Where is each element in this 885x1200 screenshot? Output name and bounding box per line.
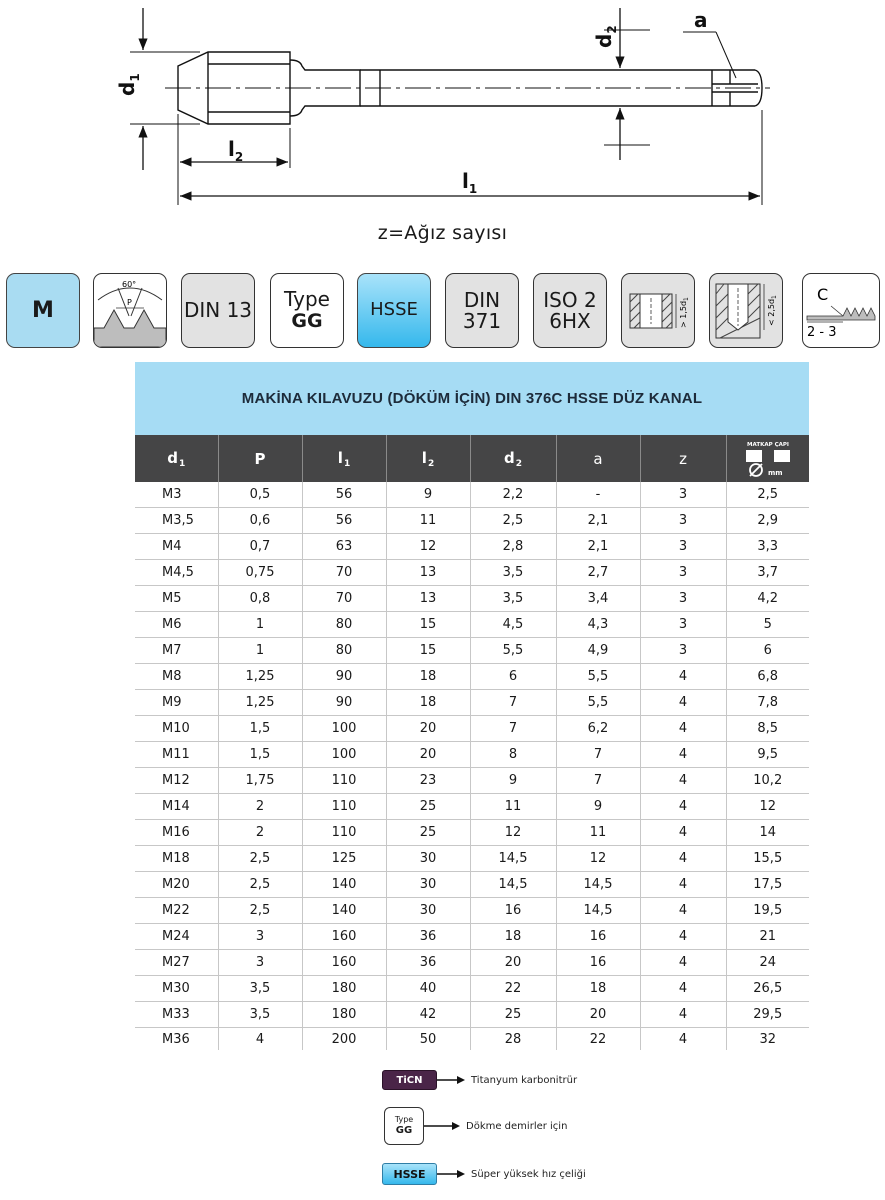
cell-d1: M30 xyxy=(135,976,218,1002)
metric-thread-icon xyxy=(6,273,80,348)
cell-p: 1,25 xyxy=(218,664,302,690)
cell-a: 5,5 xyxy=(556,664,640,690)
cell-d1: M20 xyxy=(135,872,218,898)
type-label: Type xyxy=(284,287,330,312)
cell-z: 3 xyxy=(640,612,726,638)
cell-a: 18 xyxy=(556,976,640,1002)
cell-d2: 20 xyxy=(470,950,556,976)
cell-p: 2 xyxy=(218,794,302,820)
cell-p: 1,75 xyxy=(218,768,302,794)
cell-drill-diameter: 7,8 xyxy=(726,690,809,716)
metric-label: M xyxy=(32,297,54,323)
cell-d2: 6 xyxy=(470,664,556,690)
cell-z: 4 xyxy=(640,820,726,846)
cell-l2: 15 xyxy=(386,612,470,638)
chamfer-letter: C xyxy=(817,285,829,304)
cell-z: 4 xyxy=(640,1028,726,1051)
cell-drill-diameter: 5 xyxy=(726,612,809,638)
cell-d1: M8 xyxy=(135,664,218,690)
table-row xyxy=(135,898,809,924)
arrow-right-icon xyxy=(424,1121,460,1131)
cell-l1: 80 xyxy=(302,638,386,664)
drill-header-unit: mm xyxy=(767,468,783,477)
cell-p: 3,5 xyxy=(218,976,302,1002)
cell-z: 4 xyxy=(640,924,726,950)
cell-a: 11 xyxy=(556,820,640,846)
gg-badge-type: Type xyxy=(394,1115,414,1124)
table-row xyxy=(135,768,809,794)
cell-l1: 110 xyxy=(302,768,386,794)
cell-p: 2,5 xyxy=(218,846,302,872)
cell-l2: 30 xyxy=(386,898,470,924)
cell-l1: 80 xyxy=(302,612,386,638)
cell-d2: 4,5 xyxy=(470,612,556,638)
cell-drill-diameter: 3,3 xyxy=(726,534,809,560)
cell-l1: 70 xyxy=(302,560,386,586)
cell-d1: M6 xyxy=(135,612,218,638)
ticn-description: Titanyum karbonitrür xyxy=(471,1074,578,1086)
d2-label: $d_2$ xyxy=(592,25,619,48)
cell-d1: M11 xyxy=(135,742,218,768)
gg-badge xyxy=(384,1107,424,1145)
cell-p: 0,75 xyxy=(218,560,302,586)
table-row xyxy=(135,664,809,690)
cell-a: 16 xyxy=(556,924,640,950)
header-drill-diameter xyxy=(726,435,809,482)
cell-l1: 180 xyxy=(302,1002,386,1028)
cell-l2: 30 xyxy=(386,872,470,898)
cell-p: 2,5 xyxy=(218,872,302,898)
cell-z: 3 xyxy=(640,586,726,612)
cell-l1: 63 xyxy=(302,534,386,560)
cell-a: 12 xyxy=(556,846,640,872)
cell-a: 14,5 xyxy=(556,872,640,898)
cell-l1: 180 xyxy=(302,976,386,1002)
cell-d1: M3 xyxy=(135,482,218,508)
chamfer-drawing xyxy=(803,274,879,347)
cell-d2: 16 xyxy=(470,898,556,924)
gg-description: Dökme demirler için xyxy=(466,1120,568,1132)
l1-label: $l_1$ xyxy=(462,169,478,196)
depth-min-label: > $1,5d_1$ xyxy=(679,297,690,328)
cell-d1: M9 xyxy=(135,690,218,716)
cell-a: - xyxy=(556,482,640,508)
cell-a: 14,5 xyxy=(556,898,640,924)
cell-p: 4 xyxy=(218,1028,302,1051)
cell-l1: 200 xyxy=(302,1028,386,1051)
cell-z: 3 xyxy=(640,534,726,560)
cell-l1: 90 xyxy=(302,664,386,690)
cell-z: 4 xyxy=(640,690,726,716)
table-row xyxy=(135,1028,809,1051)
cell-l1: 56 xyxy=(302,482,386,508)
cell-l1: 100 xyxy=(302,742,386,768)
cell-drill-diameter: 19,5 xyxy=(726,898,809,924)
cell-d2: 9 xyxy=(470,768,556,794)
cell-d1: M22 xyxy=(135,898,218,924)
cell-drill-diameter: 10,2 xyxy=(726,768,809,794)
cell-l2: 13 xyxy=(386,586,470,612)
table-title: MAKİNA KILAVUZU (DÖKÜM İÇİN) DIN 376C HSSE DÜZ KANAL xyxy=(241,390,703,407)
table-row xyxy=(135,950,809,976)
header-l2: $l_2$ xyxy=(386,435,470,482)
header-z: z xyxy=(640,435,726,482)
a-label: a xyxy=(694,8,708,32)
cell-l2: 9 xyxy=(386,482,470,508)
cell-d2: 28 xyxy=(470,1028,556,1051)
cell-z: 3 xyxy=(640,482,726,508)
iso-top-label: ISO 2 xyxy=(543,287,597,312)
header-a: a xyxy=(556,435,640,482)
cell-l1: 140 xyxy=(302,898,386,924)
cell-p: 2 xyxy=(218,820,302,846)
cell-l2: 23 xyxy=(386,768,470,794)
blind-hole-depth-icon xyxy=(709,273,783,348)
hsse-badge: HSSE xyxy=(382,1163,437,1185)
cell-a: 4,3 xyxy=(556,612,640,638)
cell-d1: M36 xyxy=(135,1028,218,1051)
cell-l2: 36 xyxy=(386,950,470,976)
cell-z: 4 xyxy=(640,846,726,872)
cell-l2: 30 xyxy=(386,846,470,872)
table-row xyxy=(135,586,809,612)
cell-z: 4 xyxy=(640,794,726,820)
cell-drill-diameter: 2,5 xyxy=(726,482,809,508)
cell-drill-diameter: 3,7 xyxy=(726,560,809,586)
legend-gg xyxy=(384,1107,567,1145)
arrow-right-icon xyxy=(437,1169,465,1179)
cell-d1: M4 xyxy=(135,534,218,560)
cell-l2: 15 xyxy=(386,638,470,664)
table-row xyxy=(135,690,809,716)
cell-z: 4 xyxy=(640,768,726,794)
cell-d1: M14 xyxy=(135,794,218,820)
cell-d2: 2,8 xyxy=(470,534,556,560)
cell-d1: M5 xyxy=(135,586,218,612)
cell-l2: 25 xyxy=(386,820,470,846)
teeth-count-caption: z=Ağız sayısı xyxy=(377,222,508,244)
chamfer-range-label: 2 - 3 xyxy=(807,325,837,340)
legend-ticn xyxy=(382,1070,577,1090)
chamfer-icon xyxy=(802,273,880,348)
table-row xyxy=(135,872,809,898)
cell-l1: 100 xyxy=(302,716,386,742)
cell-d2: 3,5 xyxy=(470,560,556,586)
cell-l2: 20 xyxy=(386,742,470,768)
hsse-description: Süper yüksek hız çeliği xyxy=(471,1168,586,1180)
cell-d1: M7 xyxy=(135,638,218,664)
cell-p: 0,5 xyxy=(218,482,302,508)
cell-a: 5,5 xyxy=(556,690,640,716)
cell-drill-diameter: 12 xyxy=(726,794,809,820)
cell-d2: 18 xyxy=(470,924,556,950)
cell-l2: 50 xyxy=(386,1028,470,1051)
cell-l1: 70 xyxy=(302,586,386,612)
cell-l1: 90 xyxy=(302,690,386,716)
header-d1: $d_1$ xyxy=(135,435,218,482)
din371-top-label: DIN xyxy=(463,287,501,312)
cell-l1: 160 xyxy=(302,924,386,950)
cell-a: 9 xyxy=(556,794,640,820)
cell-l2: 18 xyxy=(386,664,470,690)
thread-angle-label: 60° xyxy=(122,280,137,289)
cell-d2: 8 xyxy=(470,742,556,768)
cell-p: 1,5 xyxy=(218,716,302,742)
cell-drill-diameter: 6 xyxy=(726,638,809,664)
cell-a: 4,9 xyxy=(556,638,640,664)
cell-a: 16 xyxy=(556,950,640,976)
cell-drill-diameter: 15,5 xyxy=(726,846,809,872)
cell-l2: 13 xyxy=(386,560,470,586)
table-row xyxy=(135,976,809,1002)
cell-l1: 160 xyxy=(302,950,386,976)
cell-d1: M33 xyxy=(135,1002,218,1028)
cell-drill-diameter: 2,9 xyxy=(726,508,809,534)
table-row xyxy=(135,1002,809,1028)
cell-drill-diameter: 21 xyxy=(726,924,809,950)
table-row xyxy=(135,534,809,560)
thread-pitch-label: P xyxy=(127,298,132,307)
cell-z: 4 xyxy=(640,976,726,1002)
thread-profile-drawing xyxy=(94,274,166,347)
cell-d1: M16 xyxy=(135,820,218,846)
table-row xyxy=(135,612,809,638)
din371-icon xyxy=(445,273,519,348)
cell-d2: 7 xyxy=(470,716,556,742)
cell-drill-diameter: 6,8 xyxy=(726,664,809,690)
iso-bottom-label: 6HX xyxy=(549,308,591,333)
iso-tolerance-icon xyxy=(533,273,607,348)
header-l1: $l_1$ xyxy=(302,435,386,482)
cell-l2: 11 xyxy=(386,508,470,534)
hsse-icon xyxy=(357,273,431,348)
blind-hole-drawing xyxy=(710,274,782,347)
tap-technical-drawing xyxy=(0,0,885,210)
table-row xyxy=(135,716,809,742)
header-p: P xyxy=(218,435,302,482)
cell-d1: M12 xyxy=(135,768,218,794)
cell-l2: 36 xyxy=(386,924,470,950)
cell-l1: 110 xyxy=(302,794,386,820)
din13-icon xyxy=(181,273,255,348)
cell-l2: 40 xyxy=(386,976,470,1002)
table-row xyxy=(135,508,809,534)
cell-d2: 14,5 xyxy=(470,872,556,898)
cell-z: 4 xyxy=(640,950,726,976)
cell-drill-diameter: 24 xyxy=(726,950,809,976)
cell-a: 7 xyxy=(556,768,640,794)
through-hole-drawing xyxy=(622,274,694,347)
cell-z: 4 xyxy=(640,898,726,924)
cell-drill-diameter: 32 xyxy=(759,1031,777,1047)
cell-p: 1,25 xyxy=(218,690,302,716)
cell-drill-diameter: 8,5 xyxy=(726,716,809,742)
cell-drill-diameter: 9,5 xyxy=(726,742,809,768)
cell-a: 2,7 xyxy=(556,560,640,586)
cell-drill-diameter: 17,5 xyxy=(726,872,809,898)
cell-drill-diameter: 4,2 xyxy=(726,586,809,612)
arrow-right-icon xyxy=(437,1075,465,1085)
cell-l2: 18 xyxy=(386,690,470,716)
cell-d1: M3,5 xyxy=(135,508,218,534)
cell-p: 1,5 xyxy=(218,742,302,768)
cell-drill-diameter: 26,5 xyxy=(726,976,809,1002)
cell-z: 4 xyxy=(640,716,726,742)
cell-l1: 110 xyxy=(302,820,386,846)
cell-z: 4 xyxy=(640,1002,726,1028)
cell-d1: M18 xyxy=(135,846,218,872)
cell-d2: 5,5 xyxy=(470,638,556,664)
cell-p: 0,8 xyxy=(218,586,302,612)
cell-z: 3 xyxy=(640,508,726,534)
cell-l2: 12 xyxy=(386,534,470,560)
cell-l1: 125 xyxy=(302,846,386,872)
din371-bottom-label: 371 xyxy=(462,308,502,333)
cell-a: 22 xyxy=(556,1028,640,1051)
table-row xyxy=(135,794,809,820)
table-title-bar xyxy=(135,362,809,435)
cell-a: 2,1 xyxy=(556,508,640,534)
cell-d1: M27 xyxy=(135,950,218,976)
cell-z: 4 xyxy=(640,742,726,768)
thread-profile-icon xyxy=(93,273,167,348)
cell-z: 4 xyxy=(640,664,726,690)
ticn-badge: TiCN xyxy=(382,1070,437,1090)
cell-d2: 3,5 xyxy=(470,586,556,612)
cell-d1: M4,5 xyxy=(135,560,218,586)
table-row xyxy=(135,638,809,664)
table-header-row xyxy=(135,435,809,482)
cell-z: 4 xyxy=(640,872,726,898)
cell-p: 0,6 xyxy=(218,508,302,534)
cell-p: 3 xyxy=(218,950,302,976)
cell-d2: 7 xyxy=(470,690,556,716)
cell-l2: 20 xyxy=(386,716,470,742)
cell-drill-diameter: 14 xyxy=(726,820,809,846)
gg-badge-gg: GG xyxy=(395,1125,413,1136)
cell-d2: 2,2 xyxy=(470,482,556,508)
hsse-label: HSSE xyxy=(370,299,418,321)
cell-p: 1 xyxy=(218,638,302,664)
cell-l2: 25 xyxy=(386,794,470,820)
table-row xyxy=(135,924,809,950)
drill-diameter-icon xyxy=(738,439,798,479)
cell-l1: 140 xyxy=(302,872,386,898)
cell-p: 2,5 xyxy=(218,898,302,924)
table-row xyxy=(135,846,809,872)
cell-p: 1 xyxy=(218,612,302,638)
cell-p: 3 xyxy=(218,924,302,950)
cell-d2: 22 xyxy=(470,976,556,1002)
cell-l2: 42 xyxy=(386,1002,470,1028)
drill-header-top: MATKAP ÇAPI xyxy=(746,441,789,448)
cell-d1: M24 xyxy=(135,924,218,950)
cell-a: 6,2 xyxy=(556,716,640,742)
type-gg-icon xyxy=(270,273,344,348)
cell-l1: 56 xyxy=(302,508,386,534)
legend-hsse xyxy=(382,1163,586,1185)
cell-z: 3 xyxy=(640,560,726,586)
table-row xyxy=(135,482,809,508)
header-d2: $d_2$ xyxy=(470,435,556,482)
l2-label: $l_2$ xyxy=(228,137,244,164)
cell-d2: 2,5 xyxy=(470,508,556,534)
cell-a: 2,1 xyxy=(556,534,640,560)
cell-d2: 14,5 xyxy=(470,846,556,872)
gg-label: GG xyxy=(291,310,323,333)
din13-label: DIN 13 xyxy=(183,298,253,322)
cell-a: 3,4 xyxy=(556,586,640,612)
depth-max-label: < $2,5d_1$ xyxy=(767,295,778,326)
cell-drill-diameter: 29,5 xyxy=(726,1002,809,1028)
cell-p: 3,5 xyxy=(218,1002,302,1028)
spec-table xyxy=(135,362,809,1050)
cell-d1: M10 xyxy=(135,716,218,742)
through-hole-depth-icon xyxy=(621,273,695,348)
cell-d2: 25 xyxy=(470,1002,556,1028)
cell-a: 20 xyxy=(556,1002,640,1028)
d1-label: $d_1$ xyxy=(115,73,142,96)
cell-d2: 11 xyxy=(470,794,556,820)
table-row xyxy=(135,820,809,846)
table-row xyxy=(135,560,809,586)
cell-d2: 12 xyxy=(470,820,556,846)
dimensions-table xyxy=(135,435,809,1050)
cell-z: 3 xyxy=(640,638,726,664)
cell-a: 7 xyxy=(556,742,640,768)
cell-p: 0,7 xyxy=(218,534,302,560)
table-body xyxy=(135,482,809,1050)
table-row xyxy=(135,742,809,768)
